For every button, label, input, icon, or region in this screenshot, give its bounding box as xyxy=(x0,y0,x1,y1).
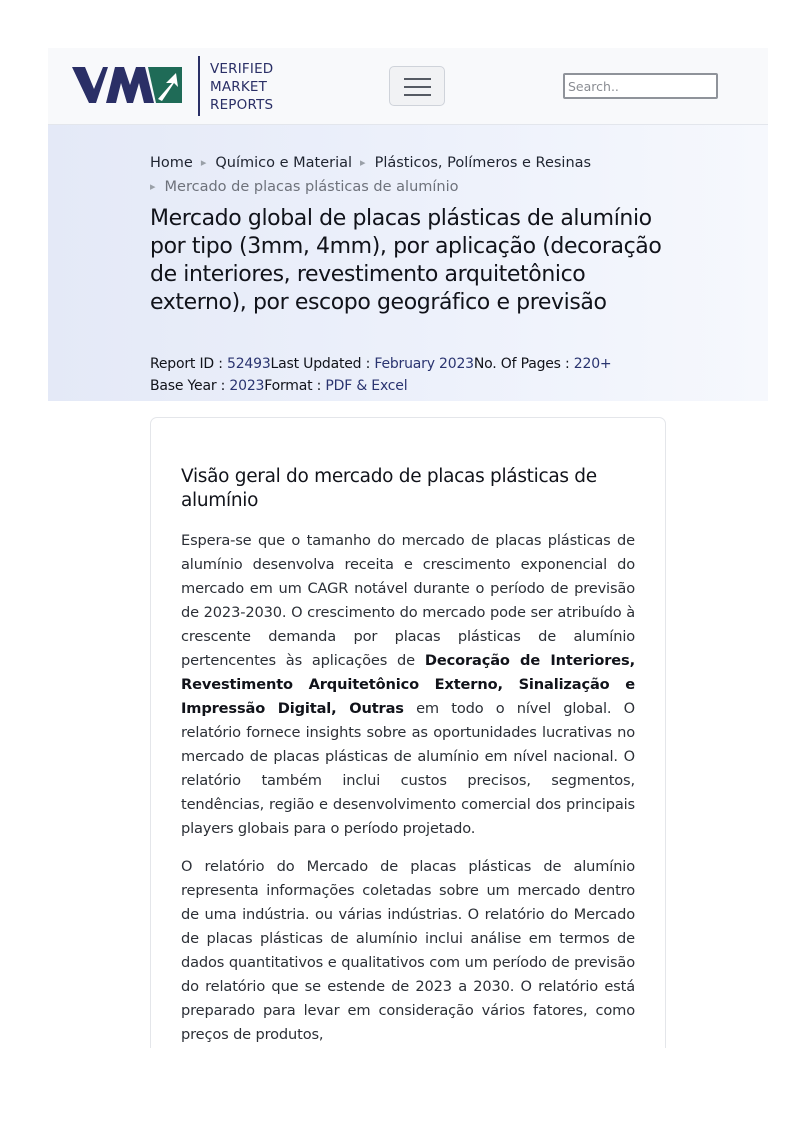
base-year-label: Base Year : xyxy=(150,378,230,394)
page-viewport xyxy=(48,48,768,1048)
overview-paragraph-2: O relatório do Mercado de placas plásticas de alumínio representa informações coletadas sobre um mercado dentro de uma indústria. ou várias indústrias. O relatório do Mercado de placas plásticas de alumínio inclui análise em termos de dados quantitativos e qualitativos com um período de previsão do relatório que se estende de 2023 a 2030. O relatório está preparado para levar em consideração vários fatores, como preços de produtos, xyxy=(181,858,635,1043)
hamburger-menu-icon[interactable] xyxy=(389,66,445,106)
last-updated-value: February 2023 xyxy=(374,356,474,372)
brand-line-2: MARKET xyxy=(210,79,268,95)
report-id-value: 52493 xyxy=(227,356,271,372)
base-year-value: 2023 xyxy=(229,378,265,394)
brand-logo[interactable] xyxy=(72,56,282,116)
top-navbar xyxy=(48,48,768,125)
last-updated-label: Last Updated : xyxy=(270,356,375,372)
breadcrumb-home[interactable]: Home xyxy=(150,155,193,171)
breadcrumb-current: Mercado de placas plásticas de alumínio xyxy=(164,179,459,195)
overview-card xyxy=(150,417,666,1048)
chevron-right-icon: ▸ xyxy=(360,156,366,169)
pages-label: No. Of Pages : xyxy=(473,356,574,372)
format-value: PDF & Excel xyxy=(325,378,408,394)
applications-bold-text: Decoração de Interiores, Revestimento Arquitetônico Externo, Sinalização e Impressão Digital, Outras xyxy=(181,652,635,717)
logo-divider xyxy=(198,56,200,116)
overview-paragraph-1 xyxy=(181,529,635,841)
overview-p1-text: Espera-se que o tamanho do mercado de placas plásticas de alumínio desenvolva receita e crescimento exponencial do mercado em um CAGR notável durante o período de previsão de 2023-2030. O crescimento do mercado pode ser atribuído à crescente demanda por placas plásticas de alumínio pertencentes às aplicações de xyxy=(181,532,635,669)
report-hero xyxy=(48,125,768,401)
brand-line-3: REPORTS xyxy=(210,97,274,113)
brand-wordmark xyxy=(210,60,273,114)
format-label: Format : xyxy=(264,378,326,394)
chevron-right-icon: ▸ xyxy=(150,180,156,193)
pages-value: 220+ xyxy=(573,356,612,372)
page-title: Mercado global de placas plásticas de alumínio por tipo (3mm, 4mm), por aplicação (decoração de interiores, revestimento arquitetônico externo), por escopo geográfico e previsão xyxy=(150,206,662,315)
report-id-label: Report ID : xyxy=(150,356,227,372)
chevron-right-icon: ▸ xyxy=(200,156,207,169)
breadcrumb xyxy=(150,151,670,199)
vmr-logo-mark-icon xyxy=(72,67,184,105)
brand-line-1: VERIFIED xyxy=(210,61,274,77)
breadcrumb-plastics-polymers[interactable]: Plásticos, Polímeros e Resinas xyxy=(374,155,592,171)
overview-p1-tail: em todo o nível global. O relatório fornece insights sobre as oportunidades lucrativas no mercado de placas plásticas de alumínio em nível nacional. O relatório também inclui custos precisos, segmentos, tendências, região e desenvolvimento comercial dos principais players globais para o período projetado. xyxy=(181,700,635,837)
overview-heading: Visão geral do mercado de placas plásticas de alumínio xyxy=(181,466,597,511)
report-meta xyxy=(150,353,710,397)
search-input[interactable] xyxy=(563,73,718,99)
breadcrumb-chemical-material[interactable]: Químico e Material xyxy=(215,155,353,171)
